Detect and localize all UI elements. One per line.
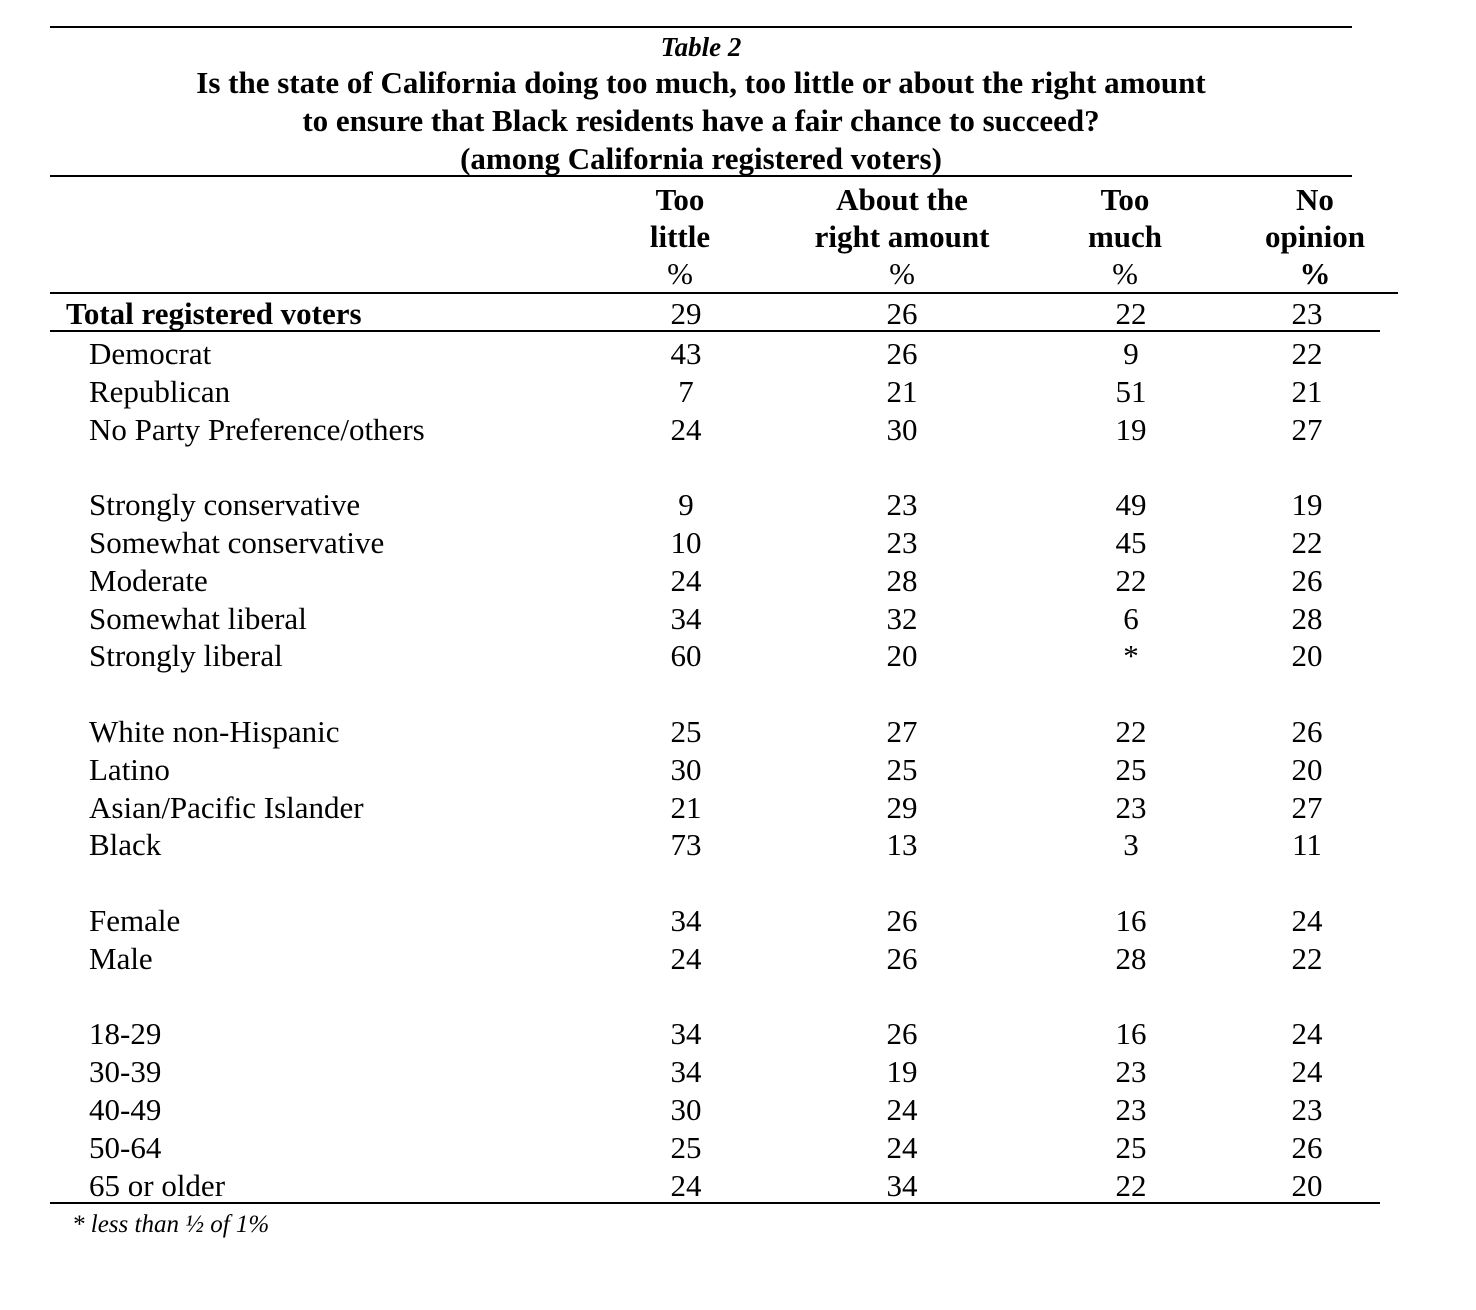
cell-no-opinion: 26 bbox=[1291, 714, 1323, 749]
cell-about-right: 26 bbox=[886, 296, 918, 331]
row-label: 30-39 bbox=[89, 1054, 162, 1090]
cell-about-right: 26 bbox=[886, 336, 918, 371]
cell-about-right: 21 bbox=[886, 373, 918, 409]
cell-about-right: 29 bbox=[886, 789, 918, 825]
row-label: Democrat bbox=[89, 336, 212, 371]
column-header-unit: % bbox=[889, 256, 915, 291]
cell-about-right: 26 bbox=[886, 1016, 918, 1052]
cell-no-opinion: 22 bbox=[1291, 525, 1323, 560]
table-row bbox=[0, 826, 1476, 864]
table-row bbox=[0, 789, 1476, 827]
cell-too-much: 23 bbox=[1115, 1054, 1147, 1090]
cell-too-much: 16 bbox=[1115, 1016, 1147, 1052]
cell-too-much: * bbox=[1123, 638, 1139, 674]
cell-no-opinion: 26 bbox=[1291, 1129, 1323, 1165]
column-header-unit: % bbox=[1299, 256, 1331, 291]
footnote: * less than ½ of 1% bbox=[72, 1211, 270, 1238]
cell-no-opinion: 22 bbox=[1291, 336, 1323, 371]
column-header-line: Too bbox=[1100, 182, 1150, 217]
column-header-unit: % bbox=[1112, 256, 1138, 291]
cell-too-little: 30 bbox=[670, 751, 702, 787]
cell-too-much: 45 bbox=[1115, 525, 1147, 560]
table-row bbox=[0, 524, 1476, 562]
cell-too-much: 22 bbox=[1115, 296, 1147, 331]
column-header-no-opinion bbox=[1240, 181, 1390, 292]
cell-too-much: 19 bbox=[1115, 411, 1147, 447]
cell-too-much: 28 bbox=[1115, 940, 1147, 976]
cell-about-right: 23 bbox=[886, 487, 918, 523]
row-label: Latino bbox=[89, 751, 170, 787]
table-row bbox=[0, 486, 1476, 524]
cell-too-little: 34 bbox=[670, 1054, 702, 1090]
row-label: Republican bbox=[89, 373, 231, 409]
row-label: Strongly conservative bbox=[89, 487, 361, 523]
table-label: Table 2 bbox=[660, 32, 742, 62]
row-label: Moderate bbox=[89, 562, 208, 598]
row-label: 50-64 bbox=[89, 1129, 162, 1165]
cell-no-opinion: 28 bbox=[1291, 600, 1323, 636]
column-header-unit: % bbox=[667, 256, 693, 291]
cell-about-right: 13 bbox=[886, 827, 918, 863]
column-header-line: Too bbox=[655, 182, 705, 217]
cell-too-little: 73 bbox=[670, 827, 702, 863]
cell-about-right: 25 bbox=[886, 751, 918, 787]
cell-no-opinion: 24 bbox=[1291, 903, 1323, 938]
table-row bbox=[0, 902, 1476, 940]
column-header-line: About the bbox=[836, 182, 968, 217]
column-header-line: No bbox=[1296, 182, 1334, 217]
column-header-line: right amount bbox=[814, 219, 990, 254]
cell-about-right: 28 bbox=[886, 562, 918, 598]
row-label: 65 or older bbox=[89, 1167, 226, 1203]
table-row bbox=[0, 1053, 1476, 1091]
cell-too-much: 22 bbox=[1115, 1167, 1147, 1203]
cell-no-opinion: 26 bbox=[1291, 562, 1323, 598]
cell-too-little: 7 bbox=[678, 373, 694, 409]
cell-about-right: 24 bbox=[886, 1092, 918, 1127]
header-bottom-rule bbox=[50, 292, 1398, 294]
cell-too-much: 3 bbox=[1123, 827, 1139, 863]
cell-about-right: 20 bbox=[886, 638, 918, 674]
column-header-too-much bbox=[1055, 181, 1195, 292]
row-label: Black bbox=[89, 827, 162, 863]
cell-too-much: 25 bbox=[1115, 751, 1147, 787]
table-row bbox=[0, 940, 1476, 978]
cell-about-right: 34 bbox=[886, 1167, 918, 1203]
column-header-too-little bbox=[610, 181, 750, 292]
cell-too-little: 24 bbox=[670, 1167, 702, 1203]
cell-too-little: 24 bbox=[670, 562, 702, 598]
cell-no-opinion: 21 bbox=[1291, 373, 1323, 409]
row-label: Somewhat liberal bbox=[89, 600, 307, 636]
cell-about-right: 27 bbox=[886, 714, 918, 749]
table-row bbox=[0, 411, 1476, 449]
cell-no-opinion: 27 bbox=[1291, 411, 1323, 447]
column-header-about-right bbox=[792, 181, 1012, 292]
cell-too-much: 22 bbox=[1115, 714, 1147, 749]
table-row bbox=[0, 600, 1476, 638]
cell-too-much: 49 bbox=[1115, 487, 1147, 523]
table-row bbox=[0, 1091, 1476, 1129]
cell-no-opinion: 23 bbox=[1291, 296, 1323, 331]
row-label: Somewhat conservative bbox=[89, 525, 385, 560]
cell-too-much: 25 bbox=[1115, 1129, 1147, 1165]
cell-too-little: 24 bbox=[670, 940, 702, 976]
row-label: No Party Preference/others bbox=[89, 411, 425, 447]
cell-about-right: 30 bbox=[886, 411, 918, 447]
cell-too-little: 34 bbox=[670, 1016, 702, 1052]
cell-too-much: 16 bbox=[1115, 903, 1147, 938]
row-label: Total registered voters bbox=[66, 296, 362, 331]
cell-too-little: 21 bbox=[670, 789, 702, 825]
cell-too-little: 24 bbox=[670, 411, 702, 447]
cell-no-opinion: 23 bbox=[1291, 1092, 1323, 1127]
cell-no-opinion: 24 bbox=[1291, 1054, 1323, 1090]
row-label: 40-49 bbox=[89, 1092, 162, 1127]
cell-too-little: 60 bbox=[670, 638, 702, 674]
table-row bbox=[0, 1015, 1476, 1053]
cell-too-much: 22 bbox=[1115, 562, 1147, 598]
cell-no-opinion: 22 bbox=[1291, 940, 1323, 976]
cell-no-opinion: 19 bbox=[1291, 487, 1323, 523]
row-label: Female bbox=[89, 903, 181, 938]
cell-about-right: 24 bbox=[886, 1129, 918, 1165]
column-header-line: much bbox=[1087, 219, 1163, 254]
cell-too-little: 43 bbox=[670, 336, 702, 371]
cell-no-opinion: 24 bbox=[1291, 1016, 1323, 1052]
cell-no-opinion: 20 bbox=[1291, 638, 1323, 674]
cell-too-little: 34 bbox=[670, 903, 702, 938]
table-title-line-1: Is the state of California doing too much, too little or about the right amount bbox=[196, 65, 1206, 100]
cell-too-little: 30 bbox=[670, 1092, 702, 1127]
cell-about-right: 32 bbox=[886, 600, 918, 636]
cell-too-little: 25 bbox=[670, 714, 702, 749]
table-row bbox=[0, 562, 1476, 600]
cell-no-opinion: 20 bbox=[1291, 1167, 1323, 1203]
table-row bbox=[0, 1129, 1476, 1167]
row-label: White non-Hispanic bbox=[89, 714, 340, 749]
cell-too-much: 23 bbox=[1115, 789, 1147, 825]
cell-too-little: 9 bbox=[678, 487, 694, 523]
table-row bbox=[0, 1167, 1476, 1205]
table-title-line-2: to ensure that Black residents have a fair chance to succeed? bbox=[302, 103, 1100, 138]
cell-too-little: 10 bbox=[670, 525, 702, 560]
cell-too-much: 51 bbox=[1115, 373, 1147, 409]
table-title-line-3: (among California registered voters) bbox=[460, 141, 942, 176]
cell-about-right: 26 bbox=[886, 903, 918, 938]
cell-too-much: 23 bbox=[1115, 1092, 1147, 1127]
row-label: Strongly liberal bbox=[89, 638, 283, 674]
table-row bbox=[0, 373, 1476, 411]
cell-no-opinion: 20 bbox=[1291, 751, 1323, 787]
column-header-line: opinion bbox=[1265, 219, 1365, 254]
cell-about-right: 26 bbox=[886, 940, 918, 976]
cell-too-little: 29 bbox=[670, 296, 702, 331]
row-label: Asian/Pacific Islander bbox=[89, 789, 364, 825]
cell-no-opinion: 11 bbox=[1292, 827, 1322, 863]
table-row bbox=[0, 335, 1476, 373]
cell-too-much: 9 bbox=[1123, 336, 1139, 371]
table-title-block bbox=[50, 28, 1352, 174]
cell-too-little: 25 bbox=[670, 1129, 702, 1165]
table-row bbox=[0, 751, 1476, 789]
cell-too-little: 34 bbox=[670, 600, 702, 636]
total-row bbox=[0, 295, 1476, 333]
cell-about-right: 23 bbox=[886, 525, 918, 560]
column-header-line: little bbox=[649, 219, 711, 254]
table-row bbox=[0, 637, 1476, 675]
table-row bbox=[0, 713, 1476, 751]
cell-about-right: 19 bbox=[886, 1054, 918, 1090]
row-label: 18-29 bbox=[89, 1016, 162, 1052]
row-label: Male bbox=[89, 940, 153, 976]
cell-too-much: 6 bbox=[1123, 600, 1139, 636]
cell-no-opinion: 27 bbox=[1291, 789, 1323, 825]
